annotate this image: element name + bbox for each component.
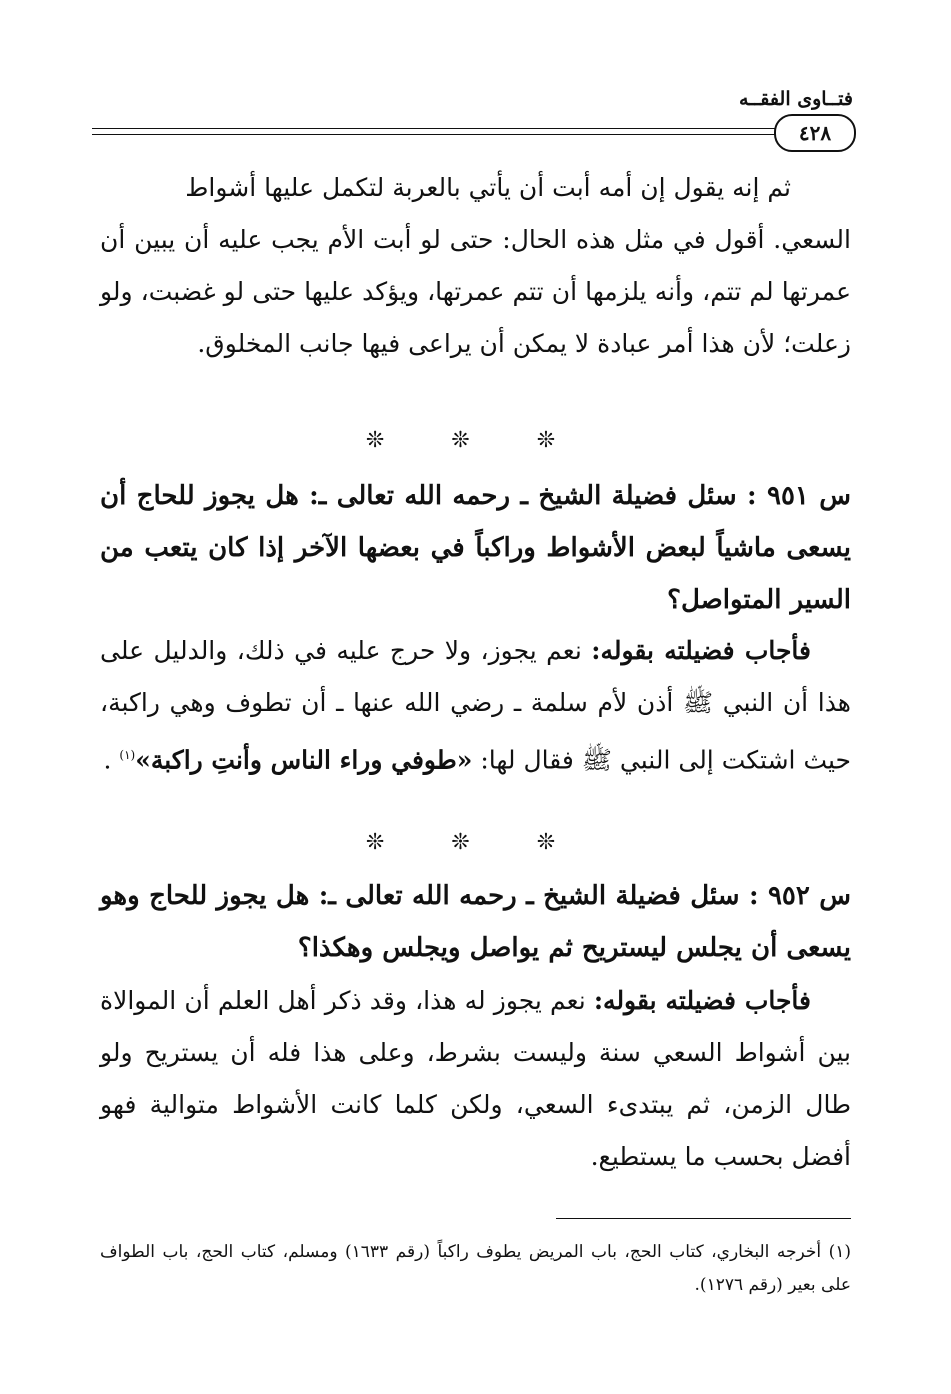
footnote: (١) أخرجه البخاري، كتاب الحج، باب المريض يطوف راكباً (رقم ١٦٣٣) ومسلم، كتاب الحج، باب الطواف على بعير (رقم ١٢٧٦). bbox=[100, 1242, 851, 1295]
answer-body: نعم يجوز له هذا، وقد ذكر أهل العلم أن الموالاة بين أشواط السعي سنة وليست بشرط، وعلى هذا فله أن يستريح ولو طال الزمن، ثم يبتدىء السعي، ولكن كلما كانت الأشواط متوالية فهو أفضل بحسب ما يستطيع. bbox=[100, 986, 851, 1171]
answer-end: . bbox=[103, 745, 120, 775]
page-number: ٤٢٨ bbox=[774, 114, 856, 152]
answer-body: نعم يجوز، ولا حرج عليه في ذلك، والدليل على هذا أن النبي ﷺ أذن لأم سلمة ـ رضي الله عنها ـ أن تطوف وهي راكبة، حيث اشتكت إلى النبي ﷺ فقال لها: bbox=[100, 636, 851, 775]
header-rule bbox=[92, 128, 826, 135]
question-952: س ٩٥٢ : سئل فضيلة الشيخ ـ رحمه الله تعالى ـ: هل يجوز للحاج وهو يسعى أن يجلس ليستريح ثم يواصل ويجلس وهكذا؟ bbox=[100, 881, 851, 963]
answer-lead: فأجاب فضيلته بقوله: bbox=[591, 636, 811, 665]
paragraph-continuation bbox=[100, 162, 851, 370]
hadith-quote: «طوفي وراء الناس وأنتِ راكبة» bbox=[135, 745, 473, 775]
footnote-reference: (١) bbox=[119, 748, 136, 762]
paragraph-first-line: ثم إنه يقول إن أمه أبت أن يأتي بالعربة لتكمل عليها أشواط bbox=[185, 173, 791, 202]
answer-952 bbox=[100, 975, 851, 1183]
section-separator: ❊ ❊ ❊ bbox=[365, 428, 586, 453]
running-header-title: فتــاوى الفقــه bbox=[738, 88, 853, 110]
section-separator: ❊ ❊ ❊ bbox=[365, 830, 586, 855]
question-951: س ٩٥١ : سئل فضيلة الشيخ ـ رحمه الله تعالى ـ: هل يجوز للحاج أن يسعى ماشياً لبعض الأشواط وراكباً في بعضها الآخر إذا كان يتعب من السير المتواصل؟ bbox=[100, 481, 852, 615]
answer-951 bbox=[100, 625, 851, 786]
footnote-rule bbox=[556, 1218, 851, 1219]
paragraph-body: السعي. أقول في مثل هذه الحال: حتى لو أبت الأم يجب عليه أن يبين أن عمرتها لم تتم، وأنه يلزمها أن تتم عمرتها، ويؤكد عليها حتى لو غضبت، ولو زعلت؛ لأن هذا أمر عبادة لا يمكن أن يراعى فيها جانب المخلوق. bbox=[100, 225, 851, 358]
answer-lead: فأجاب فضيلته بقوله: bbox=[593, 986, 811, 1015]
